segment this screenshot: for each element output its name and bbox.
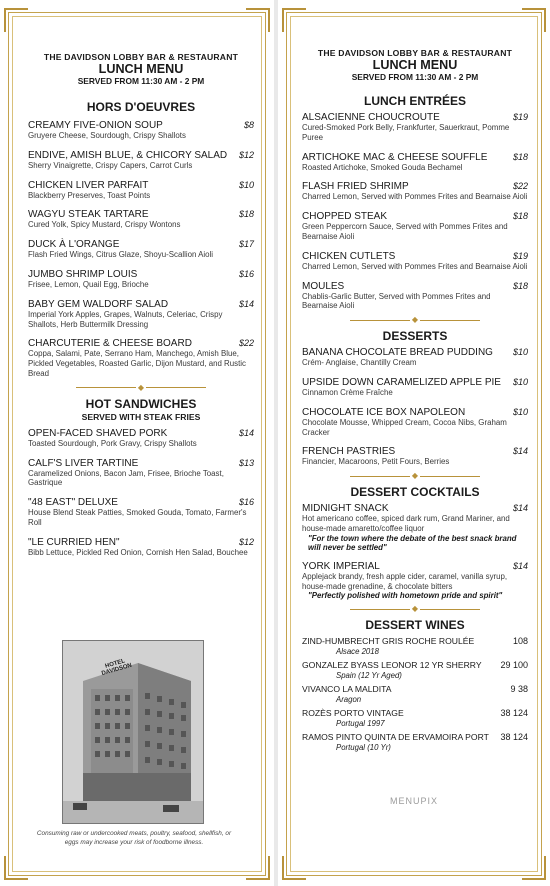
item-name: CHOCOLATE ICE BOX NAPOLEON: [302, 406, 466, 418]
corner-ornament-icon: [522, 856, 546, 880]
menu-item: [302, 152, 528, 173]
menu-title: LUNCH MENU: [372, 58, 458, 72]
item-description: Hot americano coffee, spiced dark rum, Grand Mariner, and house-made amaretto/coffee liquor: [302, 514, 510, 533]
item-price: $12: [238, 536, 254, 547]
item-description: Bibb Lettuce, Pickled Red Onion, Cornish Hen Salad, Bouchee: [28, 547, 248, 557]
watermark-text: MENUPIX: [390, 796, 439, 806]
menu-item: [302, 377, 528, 398]
food-safety-disclaimer: Consuming raw or undercooked meats, poultry, seafood, shellfish, or eggs may increase your risk of foodborne illness.: [36, 830, 232, 846]
wine-origin: Aragon: [336, 695, 362, 705]
menu-item: [28, 428, 254, 449]
wine-origin: Portugal (10 Yr): [336, 743, 391, 753]
menu-item: [28, 209, 254, 230]
bottle-price: 100: [512, 660, 528, 671]
item-name: JUMBO SHRIMP LOUIS: [28, 268, 138, 280]
divider-ornament-icon: ◆: [28, 383, 254, 393]
wine-item: [302, 708, 528, 728]
item-name: BANANA CHOCOLATE BREAD PUDDING: [302, 347, 493, 359]
venue-name: THE DAVIDSON LOBBY BAR & RESTAURANT: [317, 48, 513, 58]
item-description: Blackberry Preserves, Toast Points: [28, 190, 151, 200]
item-name: "48 EAST" DELUXE: [28, 497, 118, 509]
item-description: Financier, Macaroons, Petit Fours, Berries: [302, 457, 450, 467]
item-name: CHICKEN CUTLETS: [302, 250, 396, 262]
item-name: MOULES: [302, 280, 345, 292]
item-name: ARTICHOKE MAC & CHEESE SOUFFLE: [302, 151, 488, 163]
item-price: $18: [238, 209, 254, 220]
corner-ornament-icon: [282, 856, 306, 880]
item-description: Crém- Anglaise, Chantilly Cream: [302, 358, 417, 368]
menu-item: [302, 503, 528, 552]
item-description: Toasted Sourdough, Pork Gravy, Crispy Shallots: [28, 438, 197, 448]
menu-item: [28, 338, 254, 378]
section-dessert-wines: [302, 618, 528, 752]
item-price: $12: [238, 149, 254, 160]
item-price: $10: [512, 406, 528, 417]
divider-ornament-icon: ◆: [302, 471, 528, 481]
menu-item: [28, 150, 254, 171]
item-description: Chocolate Mousse, Whipped Cream, Cocoa Nibs, Graham Cracker: [302, 417, 507, 437]
section-desserts: [302, 329, 528, 467]
item-price: $19: [512, 112, 528, 122]
corner-ornament-icon: [246, 856, 270, 880]
item-name: CALF'S LIVER TARTINE: [28, 457, 139, 469]
wine-item: [302, 636, 528, 656]
item-price: $22: [238, 338, 254, 349]
item-price: $19: [512, 250, 528, 261]
section-title: DESSERT COCKTAILS: [350, 485, 480, 500]
divider-ornament-icon: ◆: [302, 604, 528, 614]
served-hours: SERVED FROM 11:30 AM - 2 PM: [77, 76, 205, 86]
menu-item: [28, 458, 254, 489]
glass-price: 29: [500, 660, 511, 671]
menu-item: [302, 446, 528, 467]
menu-item: [302, 561, 528, 601]
wine-name: ZIND-HUMBRECHT GRIS ROCHE ROULÉE: [302, 636, 475, 647]
section-title: DESSERTS: [382, 329, 448, 344]
glass-price: 9: [510, 684, 516, 695]
item-quote: "For the town where the debate of the best snack brand will never be settled": [308, 533, 517, 552]
item-description: Gruyere Cheese, Sourdough, Crispy Shallots: [28, 131, 186, 140]
right-content: [302, 48, 528, 752]
item-name: BABY GEM WALDORF SALAD: [28, 298, 169, 310]
menu-header: [302, 48, 528, 82]
section-lunch-entrees: [302, 94, 528, 311]
menu-item: [302, 281, 528, 312]
item-price: $10: [238, 179, 254, 190]
section-hot-sandwiches: [28, 397, 254, 558]
item-description: Charred Lemon, Served with Pommes Frites and Bearnaise Aioli: [302, 261, 528, 271]
item-description: House Blend Steak Patties, Smoked Gouda, Tomato, Farmer's Roll: [28, 508, 247, 527]
item-name: ALSACIENNE CHOUCROUTE: [302, 112, 440, 123]
menu-item: [302, 181, 528, 202]
left-content: [28, 52, 254, 558]
hotel-sign-text: HOTEL DAVIDSON: [100, 658, 133, 678]
item-description: Caramelized Onions, Bacon Jam, Frisee, Brioche Toast, Gastrique: [28, 468, 224, 488]
item-description: Cured Yolk, Spicy Mustard, Crispy Wontons: [28, 220, 181, 230]
item-price: $16: [238, 268, 254, 279]
section-title: HORS D'OEUVRES: [86, 100, 196, 114]
item-name: YORK IMPERIAL: [302, 560, 380, 572]
item-description: Imperial York Apples, Grapes, Walnuts, Celeriac, Crispy Shallots, Herb Buttermilk Dressing: [28, 309, 223, 329]
item-price: $16: [238, 497, 254, 508]
corner-ornament-icon: [4, 856, 28, 880]
menu-item: [302, 112, 528, 143]
menu-item: [28, 497, 254, 528]
served-hours: SERVED FROM 11:30 AM - 2 PM: [351, 72, 479, 82]
wine-name: VIVANCO LA MALDITA: [302, 684, 392, 695]
item-description: Cured-Smoked Pork Belly, Frankfurter, Sauerkraut, Pomme Puree: [302, 123, 510, 142]
item-price: $8: [243, 120, 254, 130]
item-name: ENDIVE, AMISH BLUE, & CHICORY SALAD: [28, 149, 228, 161]
wine-name: ROZÈS PORTO VINTAGE: [302, 708, 404, 719]
wine-item: [302, 660, 528, 680]
item-description: Roasted Artichoke, Smoked Gouda Bechamel: [302, 162, 463, 172]
item-price: $14: [238, 427, 254, 438]
wine-origin: Alsace 2018: [336, 647, 379, 657]
item-price: $18: [512, 280, 528, 291]
item-price: $18: [512, 151, 528, 162]
item-price: $18: [512, 211, 528, 222]
bottle-price: 108: [512, 636, 528, 647]
item-price: $10: [512, 347, 528, 358]
menu-item: [28, 269, 254, 290]
corner-ornament-icon: [282, 8, 306, 32]
item-description: Flash Fried Wings, Citrus Glaze, Shoyu-Scallion Aioli: [28, 250, 214, 260]
item-name: OPEN-FACED SHAVED PORK: [28, 427, 168, 439]
menu-item: [28, 120, 254, 141]
section-dessert-cocktails: [302, 485, 528, 600]
item-description: Coppa, Salami, Pate, Serrano Ham, Manchego, Amish Blue, Pickled Vegetables, Roasted Garlic, Dijon Mustard, and Rustic Bread: [28, 349, 246, 378]
corner-ornament-icon: [522, 8, 546, 32]
item-price: $10: [512, 376, 528, 387]
wine-name: GONZALEZ BYASS LEONOR 12 YR SHERRY: [302, 660, 482, 671]
item-name: DUCK À L'ORANGE: [28, 239, 120, 251]
corner-ornament-icon: [246, 8, 270, 32]
item-name: CHICKEN LIVER PARFAIT: [28, 179, 149, 191]
menu-header: [28, 52, 254, 86]
item-description: Cinnamon Crème Fraîche: [302, 387, 393, 397]
item-name: "LE CURRIED HEN": [28, 536, 120, 548]
item-name: UPSIDE DOWN CARAMELIZED APPLE PIE: [302, 376, 501, 388]
section-title: HOT SANDWICHES: [85, 396, 197, 411]
glass-price: 38: [500, 708, 511, 719]
item-description: Applejack brandy, fresh apple cider, caramel, vanilla syrup, house-made grenadine, & chocolate bitters: [302, 571, 508, 591]
item-name: CREAMY FIVE-ONION SOUP: [28, 120, 163, 131]
bottle-price: 124: [512, 732, 528, 743]
item-price: $14: [512, 446, 528, 457]
menu-item: [28, 537, 254, 558]
item-description: Charred Lemon, Served with Pommes Frites and Bearnaise Aioli: [302, 192, 528, 202]
wine-item: [302, 684, 528, 704]
menu-item: [28, 239, 254, 260]
menu-item: [302, 407, 528, 438]
item-description: Green Peppercorn Sauce, Served with Pommes Frites and Bearnaise Aioli: [302, 222, 508, 241]
wine-origin: Spain (12 Yr Aged): [336, 671, 402, 681]
item-description: Chablis-Garlic Butter, Served with Pommes Frites and Bearnaise Aioli: [302, 291, 491, 311]
menu-item: [302, 251, 528, 272]
item-quote: "Perfectly polished with hometown pride and spirit": [308, 591, 503, 601]
menu-page-right: [278, 0, 550, 886]
bottle-price: 124: [512, 708, 528, 719]
menu-item: [28, 299, 254, 330]
item-name: CHOPPED STEAK: [302, 211, 388, 223]
section-title: LUNCH ENTRÉES: [363, 94, 466, 108]
wine-name: RAMOS PINTO QUINTA DE ERVAMOIRA PORT: [302, 732, 489, 743]
item-price: $13: [238, 457, 254, 468]
divider-ornament-icon: ◆: [302, 315, 528, 325]
section-subtitle: SERVED WITH STEAK FRIES: [81, 411, 201, 422]
menu-item: [302, 211, 528, 242]
hotel-building-photo: [62, 640, 204, 824]
menu-page-left: [0, 0, 274, 886]
menu-item: [302, 347, 528, 368]
menu-title: LUNCH MENU: [98, 62, 184, 76]
item-name: FLASH FRIED SHRIMP: [302, 181, 409, 193]
item-price: $14: [238, 298, 254, 309]
wine-origin: Portugal 1997: [336, 719, 385, 729]
bottle-price: 38: [517, 684, 528, 695]
venue-name: THE DAVIDSON LOBBY BAR & RESTAURANT: [43, 52, 239, 62]
corner-ornament-icon: [4, 8, 28, 32]
glass-price: 38: [500, 732, 511, 743]
menu-item: [28, 180, 254, 201]
item-name: MIDNIGHT SNACK: [302, 503, 389, 515]
item-name: FRENCH PASTRIES: [302, 446, 396, 458]
item-name: WAGYU STEAK TARTARE: [28, 209, 149, 221]
wine-item: [302, 732, 528, 752]
section-title: DESSERT WINES: [365, 618, 465, 633]
item-description: Frisee, Lemon, Quail Egg, Brioche: [28, 279, 149, 289]
section-hors-doeuvres: [28, 100, 254, 379]
item-price: $14: [512, 503, 528, 514]
item-price: $17: [238, 239, 254, 250]
item-price: $14: [512, 560, 528, 571]
item-description: Sherry Vinaigrette, Crispy Capers, Carrot Curls: [28, 160, 193, 170]
item-name: CHARCUTERIE & CHEESE BOARD: [28, 338, 192, 350]
item-price: $22: [512, 181, 528, 192]
